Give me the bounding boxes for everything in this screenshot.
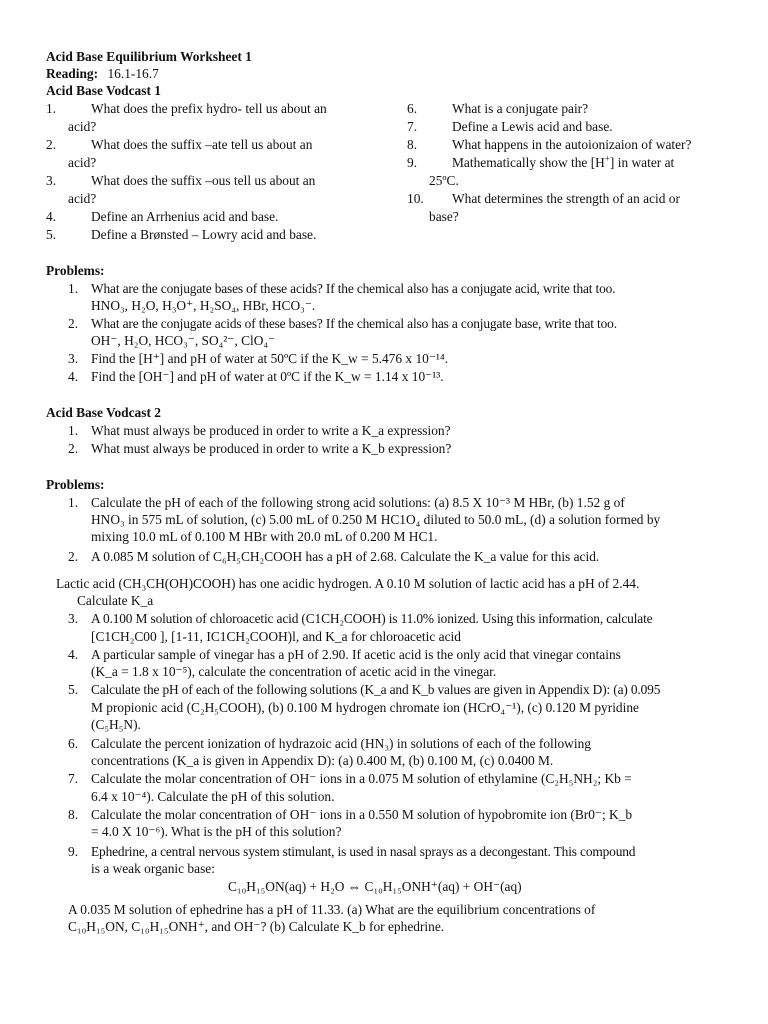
problem-number: 2. (68, 549, 79, 564)
problem-text-cont: HNO₃, H₂O, H₃O⁺, H₂SO₄, HBr, HCO₃⁻. (91, 298, 316, 313)
question-text-cont: acid? (68, 191, 97, 206)
problem-text: Calculate the pH of each of the following solutions (K_a and K_b values are given in Appendix D): (a) 0.095 (91, 682, 661, 697)
question-text-cont: acid? (68, 155, 97, 170)
question-text: What must always be produced in order to write a K_a expression? (91, 423, 451, 438)
problem-number: 4. (68, 647, 79, 662)
problem-text: Calculate the pH of each of the following strong acid solutions: (a) 8.5 X 10⁻³ M HBr, (b) 1.52 g of (91, 495, 625, 510)
question-number: 6. (407, 101, 418, 116)
question-number: 2. (68, 441, 79, 456)
question-number: 2. (46, 137, 57, 152)
question-text: What determines the strength of an acid or (452, 191, 680, 206)
problem-number: 1. (68, 495, 79, 510)
lactic-acid-text-cont: Calculate K_a (77, 593, 154, 608)
problem-number: 8. (68, 807, 79, 822)
problem-text: Find the [H⁺] and pH of water at 50ºC if the K_w = 5.476 x 10⁻¹⁴. (91, 351, 448, 366)
question-text: What is a conjugate pair? (452, 101, 589, 116)
problem-number: 9. (68, 844, 79, 859)
question-text: Define a Lewis acid and base. (452, 119, 613, 134)
question-number: 4. (46, 209, 57, 224)
question-number: 9. (407, 155, 418, 170)
question-text: What happens in the autoionizaion of water? (452, 137, 692, 152)
problem-text: What are the conjugate bases of these acids? If the chemical also has a conjugate acid, write that too. (91, 281, 616, 296)
question-text: What does the prefix hydro- tell us about an (91, 101, 327, 116)
question-text-cont: base? (429, 209, 459, 224)
question-number: 1. (46, 101, 57, 116)
problem-text: Find the [OH⁻] and pH of water at 0ºC if the K_w = 1.14 x 10⁻¹³. (91, 369, 444, 384)
problem-text-cont: = 4.0 X 10⁻⁶). What is the pH of this solution? (91, 824, 342, 839)
ephedrine-equation: C₁₀H₁₅ON(aq) + H₂O ⇔ C₁₀H₁₅ONH⁺(aq) + OH⁻(aq) (228, 879, 522, 894)
lactic-acid-text: Lactic acid (CH₃CH(OH)COOH) has one acidic hydrogen. A 0.10 M solution of lactic acid has a pH of 2.44. (56, 576, 640, 591)
problem-text: A particular sample of vinegar has a pH of 2.90. If acetic acid is the only acid that vinegar contains (91, 647, 621, 662)
problem-number: 5. (68, 682, 79, 697)
problem-number: 3. (68, 611, 79, 626)
vodcast1-heading: Acid Base Vodcast 1 (46, 83, 161, 98)
problem-text-cont: C₁₀H₁₅ON, C₁₀H₁₅ONH⁺, and OH⁻? (b) Calculate K_b for ephedrine. (68, 919, 445, 934)
question-text-cont: acid? (68, 119, 97, 134)
question-number: 7. (407, 119, 418, 134)
problem-text-cont: A 0.035 M solution of ephedrine has a pH of 11.33. (a) What are the equilibrium concentrations of (68, 902, 596, 917)
worksheet-title: Acid Base Equilibrium Worksheet 1 (46, 49, 252, 64)
problem-text: A 0.100 M solution of chloroacetic acid (C1CH₂COOH) is 11.0% ionized. Using this information, calculate (91, 611, 653, 626)
problem-text-cont: OH⁻, H₂O, HCO₃⁻, SO₄²⁻, ClO₄⁻ (91, 333, 276, 348)
problem-text-cont: [C1CH₂C00 ], [1-11, IC1CH₂COOH)l, and K_a for chloroacetic acid (91, 629, 461, 644)
question-text: What must always be produced in order to write a K_b expression? (91, 441, 452, 456)
reading-line (46, 65, 159, 83)
problem-text-cont: concentrations (K_a is given in Appendix D): (a) 0.400 M, (b) 0.100 M, (c) 0.0400 M. (91, 753, 554, 768)
problem-text: What are the conjugate acids of these bases? If the chemical also has a conjugate base, write that too. (91, 316, 617, 331)
problem-text: Ephedrine, a central nervous system stimulant, is used in nasal sprays as a decongestant. This compound (91, 844, 636, 859)
question-text: Define an Arrhenius acid and base. (91, 209, 279, 224)
problem-text-cont: HNO₃ in 575 mL of solution, (c) 5.00 mL of 0.250 M HC1O₄ diluted to 50.0 mL, (d) a solution formed by (91, 512, 661, 527)
question-number: 8. (407, 137, 418, 152)
question-text: What does the suffix –ate tell us about an (91, 137, 313, 152)
problem-number: 4. (68, 369, 79, 384)
vodcast2-heading: Acid Base Vodcast 2 (46, 405, 161, 420)
problem-number: 1. (68, 281, 79, 296)
problem-text-cont: M propionic acid (C₂H₅COOH), (b) 0.100 M hydrogen chromate ion (HCrO₄⁻¹), (c) 0.120 M pyridine (91, 700, 639, 715)
question-text-cont: 25ºC. (429, 173, 459, 188)
problem-text-cont: mixing 10.0 mL of 0.100 M HBr with 20.0 mL of 0.200 M HC1. (91, 529, 438, 544)
problem-number: 7. (68, 771, 79, 786)
question-number: 10. (407, 191, 424, 206)
problems1-heading: Problems: (46, 263, 105, 278)
problem-text-cont: is a weak organic base: (91, 861, 215, 876)
problem-text: Calculate the percent ionization of hydrazoic acid (HN₃) in solutions of each of the following (91, 736, 591, 751)
problem-text-cont: (K_a = 1.8 x 10⁻⁵), calculate the concentration of acetic acid in the vinegar. (91, 664, 497, 679)
problem-text-cont: 6.4 x 10⁻⁴). Calculate the pH of this solution. (91, 789, 335, 804)
problem-text: Calculate the molar concentration of OH⁻ ions in a 0.075 M solution of ethylamine (C₂H₅NH₂; Kb = (91, 771, 632, 786)
question-number: 1. (68, 423, 79, 438)
problem-text: A 0.085 M solution of C₆H₅CH₂COOH has a pH of 2.68. Calculate the K_a value for this acid. (91, 549, 600, 564)
question-text: Mathematically show the [H+] in water at (452, 153, 675, 170)
problem-text: Calculate the molar concentration of OH⁻ ions in a 0.550 M solution of hypobromite ion (Br0⁻; K_b (91, 807, 633, 822)
reading-label: Reading: (46, 66, 99, 81)
problem-text-cont: (C₅H₅N). (91, 717, 141, 732)
question-number: 3. (46, 173, 57, 188)
problem-number: 3. (68, 351, 79, 366)
question-number: 5. (46, 227, 57, 242)
problem-number: 6. (68, 736, 79, 751)
problems2-heading: Problems: (46, 477, 105, 492)
reading-value: 16.1-16.7 (107, 66, 159, 81)
problem-number: 2. (68, 316, 79, 331)
question-text: Define a Brønsted – Lowry acid and base. (91, 227, 317, 242)
question-text: What does the suffix –ous tell us about an (91, 173, 316, 188)
